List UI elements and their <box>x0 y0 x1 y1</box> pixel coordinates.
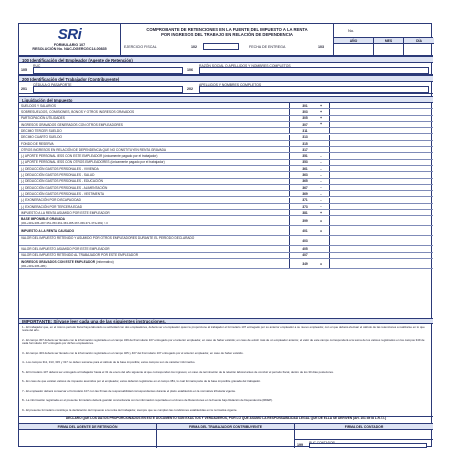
code-divider <box>289 204 290 209</box>
fiscal-year-code: 102 <box>191 45 197 49</box>
line-description: DECIMO TERCER SUELDO <box>21 128 62 133</box>
agent-signature-label: FIRMA DEL AGENTE DE RETENCIÓN <box>19 424 156 430</box>
line-description: (-) DEDUCCIÓN GASTOS PERSONALES - VESTIMENTA <box>21 191 104 196</box>
code-divider <box>289 116 290 121</box>
code-divider <box>289 135 290 140</box>
document-number-label: No. <box>348 28 355 33</box>
worker-id-field[interactable] <box>33 86 183 93</box>
line-sign: + <box>319 103 323 108</box>
worker-id-row <box>19 82 433 94</box>
line-sign: - <box>320 153 322 158</box>
code-divider <box>289 226 290 235</box>
withheld-this-label: VALOR DEL IMPUESTO ASUMIDO POR ESTE EMPLEADOR <box>21 247 110 252</box>
delivery-date-label: FECHA DE ENTREGA <box>249 45 286 49</box>
date-year-header: AÑO <box>334 38 374 44</box>
fiscal-year-field[interactable] <box>203 43 239 50</box>
agent-id-row <box>19 63 433 75</box>
code-divider <box>289 179 290 184</box>
instruction-item: 1.- El trabajador que, en el mismo período fiscal haya laborado su actividad con dos empleadores, deberá ser el empleador quien le proporcione al trabajador el formulario 107 entregado por su anterior empleador a su nuevo empleador, con el que deberá efectuar el cálculo de las retenciones a realizarse en lo que resta del año. <box>22 325 425 333</box>
code-divider <box>289 253 290 258</box>
line-value-field[interactable] <box>329 147 433 152</box>
income-this-value[interactable] <box>329 259 433 268</box>
delivery-date-code: 103 <box>318 45 324 49</box>
line-value-field[interactable] <box>329 153 433 158</box>
code-divider <box>289 198 290 203</box>
line-sign: + <box>319 210 323 215</box>
worker-name-field[interactable] <box>199 86 429 93</box>
line-sign: - <box>320 179 322 184</box>
date-year-field[interactable] <box>334 44 374 56</box>
date-month-header: MES <box>374 38 404 44</box>
line-description: DECIMO CUARTO SUELDO <box>21 135 62 140</box>
code-divider <box>289 210 290 215</box>
line-value-field[interactable] <box>329 109 433 114</box>
code-divider <box>289 122 290 127</box>
line-description: IMPUESTO A LA RENTA ASUMIDO POR ESTE EMPLEADOR <box>21 210 110 215</box>
code-divider <box>289 172 290 177</box>
tax-caused-sign: = <box>319 229 323 234</box>
line-value-field[interactable] <box>329 103 433 108</box>
income-this-label-text: INGRESOS GRAVADOS CON ESTE EMPLEADOR <box>21 259 96 264</box>
withheld-other-value[interactable] <box>329 236 433 245</box>
worker-section-title: 200 Identificación del Trabajador (Contribuyente) <box>19 75 433 82</box>
line-value-field[interactable] <box>329 172 433 177</box>
fiscal-row <box>121 40 333 56</box>
income-this-sign: = <box>319 261 323 266</box>
withheld-other-code: 403 <box>302 239 308 244</box>
line-description: (-) APORTE PERSONAL IESS CON ESTE EMPLEADOR (únicamente pagado por el trabajador) <box>21 154 158 159</box>
agent-name-code: 106 <box>187 68 193 72</box>
base-imponible-label: BASE IMPONIBLE GRAVADA <box>21 217 65 222</box>
line-code: 317 <box>302 147 308 152</box>
code-divider <box>289 166 290 171</box>
instruction-item: 8.- La información registrada en el presente formulario deberá guardar concordancia con la información reportada en el Anexo de Retenciones en la Fuente bajo Relación de Dependencia (RDEP). <box>22 398 273 403</box>
line-description: SOBRESUELDOS, COMISIONES, BONOS Y OTROS INGRESOS GRAVADOS <box>21 110 135 115</box>
withheld-other-label: VALOR DEL IMPUESTO RETENIDO Y ASUMIDO POR OTROS EMPLEADORES DURANTE EL PERÍODO DECLARADO <box>21 236 195 241</box>
line-value-field[interactable] <box>329 204 433 209</box>
line-sign: + <box>319 122 323 127</box>
line-code: 307 <box>302 122 308 127</box>
liquidation-title: Liquidación del Impuesto <box>19 96 433 103</box>
income-this-note: (informativo) <box>95 259 114 264</box>
code-divider <box>289 160 290 165</box>
code-divider <box>289 236 290 245</box>
instruction-item: 2.- El campo 307 deberá ser llenado con la información registrada en el campo 349 del Formulario 107 entregado por el anterior empleador, en caso de haber existido; en caso de existir más de un empleador anterior, el valor de este campo corresponderá a la suma de los valores registrados en los campos 349 de cada formulario 107 entregado por dichos empleadores. <box>22 337 425 346</box>
withheld-other-row <box>19 236 433 246</box>
code-divider <box>289 128 290 133</box>
code-divider <box>289 103 290 108</box>
line-code: 373 <box>302 204 308 209</box>
line-sign: - <box>320 204 322 209</box>
instruction-item: 6.- En caso de que existan valores de impuesto asumidos por el empleador, estos deberán registrarse en el campo 381, lo cual formará parte de la base imponible gravada del trabajador. <box>22 379 261 384</box>
line-description: FONDO DE RESERVA <box>21 141 54 146</box>
line-code: 367 <box>302 185 308 190</box>
base-imponible-formula: (301+303+305+307-351-353-361-363-365-367-369-371-373+381) > 0 <box>21 221 108 226</box>
line-description: (-) APORTE PERSONAL IESS CON OTROS EMPLEADORES (únicamente pagado por el trabajador) <box>21 160 165 165</box>
line-description: (-) EXONERACIÓN POR DISCAPACIDAD <box>21 198 81 203</box>
line-description: (-) DEDUCCIÓN GASTOS PERSONALES - VIVIENDA <box>21 166 99 171</box>
code-divider <box>289 147 290 152</box>
line-value-field[interactable] <box>329 135 433 140</box>
base-imponible-code: 399 <box>302 219 308 224</box>
accountant-ruc-row <box>295 439 433 448</box>
agent-ruc-label: RUC <box>33 63 41 68</box>
fiscal-year-label: EJERCICIO FISCAL <box>124 45 157 49</box>
tax-caused-value[interactable] <box>329 226 433 235</box>
line-sign: - <box>320 191 322 196</box>
instruction-item: 3.- El campo 403 deberá ser llenado con la información registrada en el campo 405 y 407 del Formulario 107 entregado por el anterior empleador, en caso de haber existido. <box>22 350 244 355</box>
code-divider <box>289 185 290 190</box>
base-imponible-value[interactable] <box>329 216 433 225</box>
legal-declaration: DECLARO QUE LOS DATOS PROPORCIONADOS EN ESTE DOCUMENTO SON EXACTOS Y VERDADEROS, POR LO QUE ASUMO LA RESPONSABILIDAD LEGAL QUE DE ELLA SE DERIVEN (Art. 101 de la L.R.T.I.) <box>19 416 433 424</box>
withheld-this-value[interactable] <box>329 246 433 251</box>
line-value-field[interactable] <box>329 191 433 196</box>
line-value-field[interactable] <box>329 116 433 121</box>
income-this-code: 349 <box>302 261 308 266</box>
line-code: 369 <box>302 191 308 196</box>
date-month-field[interactable] <box>374 44 404 56</box>
accountant-signature-box[interactable] <box>295 424 433 448</box>
line-code: 381 <box>302 210 308 215</box>
instruction-item: 4.- Los campos 311, 313, 315 y 317 no deben sumarse para el cálculo de la base imponible; estos campos son de carácter informativo. <box>22 360 196 365</box>
line-description: SUELDOS Y SALARIOS <box>21 103 56 108</box>
form-title-line-1: COMPROBANTE DE RETENCIONES EN LA FUENTE DEL IMPUESTO A LA RENTA <box>146 27 308 32</box>
line-description: INGRESOS GRAVADOS GENERADOS CON OTROS EMPLEADORES <box>21 122 123 127</box>
worker-signature-label: FIRMA DEL TRABAJADOR CONTRIBUYENTE <box>157 424 294 430</box>
code-divider <box>289 216 290 225</box>
important-title: IMPORTANTE: Sírvase leer cada una de las siguientes instrucciones. <box>19 318 433 324</box>
line-sign: - <box>320 160 322 165</box>
date-day-field[interactable] <box>404 44 434 56</box>
line-sign: - <box>320 166 322 171</box>
line-code: 301 <box>302 103 308 108</box>
tax-caused-label: IMPUESTO A LA RENTA CAUSADO <box>21 229 75 234</box>
code-divider <box>289 246 290 251</box>
line-code: 363 <box>302 173 308 178</box>
form-title-line-2: POR INGRESOS DEL TRABAJO EN RELACIÓN DE DEPENDENCIA <box>161 32 293 37</box>
withheld-worker-code: 407 <box>302 253 308 258</box>
withheld-worker-label: VALOR DEL IMPUESTO RETENIDO AL TRABAJADOR POR ESTE EMPLEADOR <box>21 253 139 258</box>
line-description: OTROS INGRESOS EN RELACIÓN DE DEPENDENCIA QUE NO CONSTITUYEN RENTA GRAVADA <box>21 147 167 152</box>
base-imponible-sign: = <box>319 219 323 224</box>
line-value-field[interactable] <box>329 166 433 171</box>
code-divider <box>289 141 290 146</box>
line-description: (-) DEDUCCIÓN GASTOS PERSONALES - EDUCACIÓN <box>21 179 103 184</box>
agent-ruc-field[interactable] <box>33 67 183 74</box>
form-107-sheet <box>18 23 432 447</box>
resolution-number: RESOLUCIÓN No. NAC-DGERCGC14-00835 <box>32 47 107 51</box>
line-value-field[interactable] <box>329 185 433 190</box>
tax-caused-row <box>19 226 433 236</box>
form-header <box>19 24 433 56</box>
line-sign: - <box>320 185 322 190</box>
worker-id-label: CÉDULA O PASAPORTE <box>33 82 72 87</box>
line-value-field[interactable] <box>329 210 433 215</box>
instruction-item: 7.- El empleador deberá conservar el formulario 107 con las firmas de responsabilidad correspondientes durante el plazo establecido en la normativa tributaria vigente. <box>22 388 236 393</box>
line-code: 313 <box>302 135 308 140</box>
line-description: (-) DEDUCCIÓN GASTOS PERSONALES - ALIMENTACIÓN <box>21 185 108 190</box>
agent-signature-box[interactable] <box>19 424 157 448</box>
delivery-date-box <box>333 38 433 56</box>
line-description: (-) EXONERACIÓN POR TERCERA EDAD <box>21 204 83 209</box>
line-sign: + <box>319 109 323 114</box>
instruction-item: 9.- El presente formulario constituye la declaración del impuesto a la renta del trabajador, siempre que se cumplan las condiciones establecidas en la normativa vigente. <box>22 407 238 412</box>
income-this-row <box>19 259 433 269</box>
sri-logo: SRi <box>57 26 82 43</box>
line-value-field[interactable] <box>329 179 433 184</box>
base-imponible-row <box>19 216 433 226</box>
instructions-list <box>19 325 433 416</box>
code-divider <box>289 109 290 114</box>
worker-name-label: APELLIDOS Y NOMBRES COMPLETOS <box>199 82 262 87</box>
agent-name-field[interactable] <box>199 67 429 74</box>
line-code: 353 <box>302 160 308 165</box>
accountant-ruc-field[interactable] <box>309 443 427 448</box>
withheld-worker-value[interactable] <box>329 253 433 258</box>
income-this-formula: (301+303+305+381) <box>21 263 47 268</box>
worker-signature-box[interactable] <box>157 424 295 448</box>
agent-name-label: RAZÓN SOCIAL O APELLIDOS Y NOMBRES COMPLETOS <box>199 63 291 68</box>
line-value-field[interactable] <box>329 128 433 133</box>
line-description: PARTICIPACIÓN UTILIDADES <box>21 116 65 121</box>
document-number-box[interactable] <box>333 24 433 38</box>
line-sign: - <box>320 198 322 203</box>
line-code: 315 <box>302 141 308 146</box>
logo-block <box>19 24 121 56</box>
tax-caused-code: 401 <box>302 229 308 234</box>
line-value-field[interactable] <box>329 122 433 127</box>
line-code: 371 <box>302 198 308 203</box>
code-divider <box>289 191 290 196</box>
line-code: 365 <box>302 179 308 184</box>
code-divider <box>289 153 290 158</box>
code-divider <box>289 259 290 268</box>
agent-ruc-code: 105 <box>21 68 27 72</box>
line-code: 351 <box>302 154 308 159</box>
withheld-this-code: 405 <box>302 247 308 252</box>
worker-id-code: 201 <box>21 87 27 91</box>
date-day-header: DÍA <box>404 38 434 44</box>
line-description: (-) DEDUCCIÓN GASTOS PERSONALES - SALUD <box>21 173 95 178</box>
line-code: 311 <box>302 128 308 133</box>
agent-section-title: 100 Identificación del Empleador (Agente de Retención) <box>19 56 433 63</box>
instruction-item: 5.- El formulario 107 deberá ser entregado al trabajador hasta el 31 de enero del año siguiente al que correspondan los ingresos; en caso de terminación de la relación laboral antes de concluir el período fiscal, dentro de los 30 días posteriores. <box>22 369 334 374</box>
line-code: 305 <box>302 116 308 121</box>
line-value-field[interactable] <box>329 160 433 165</box>
accountant-signature-label: FIRMA DEL CONTADOR <box>295 424 433 430</box>
line-sign: - <box>320 172 322 177</box>
form-name: FORMULARIO 107 <box>53 43 86 47</box>
line-code: 303 <box>302 110 308 115</box>
accountant-ruc-code: 199 <box>297 442 303 447</box>
worker-name-code: 202 <box>187 87 193 91</box>
line-value-field[interactable] <box>329 141 433 146</box>
line-value-field[interactable] <box>329 198 433 203</box>
line-sign: + <box>319 116 323 121</box>
line-code: 361 <box>302 166 308 171</box>
